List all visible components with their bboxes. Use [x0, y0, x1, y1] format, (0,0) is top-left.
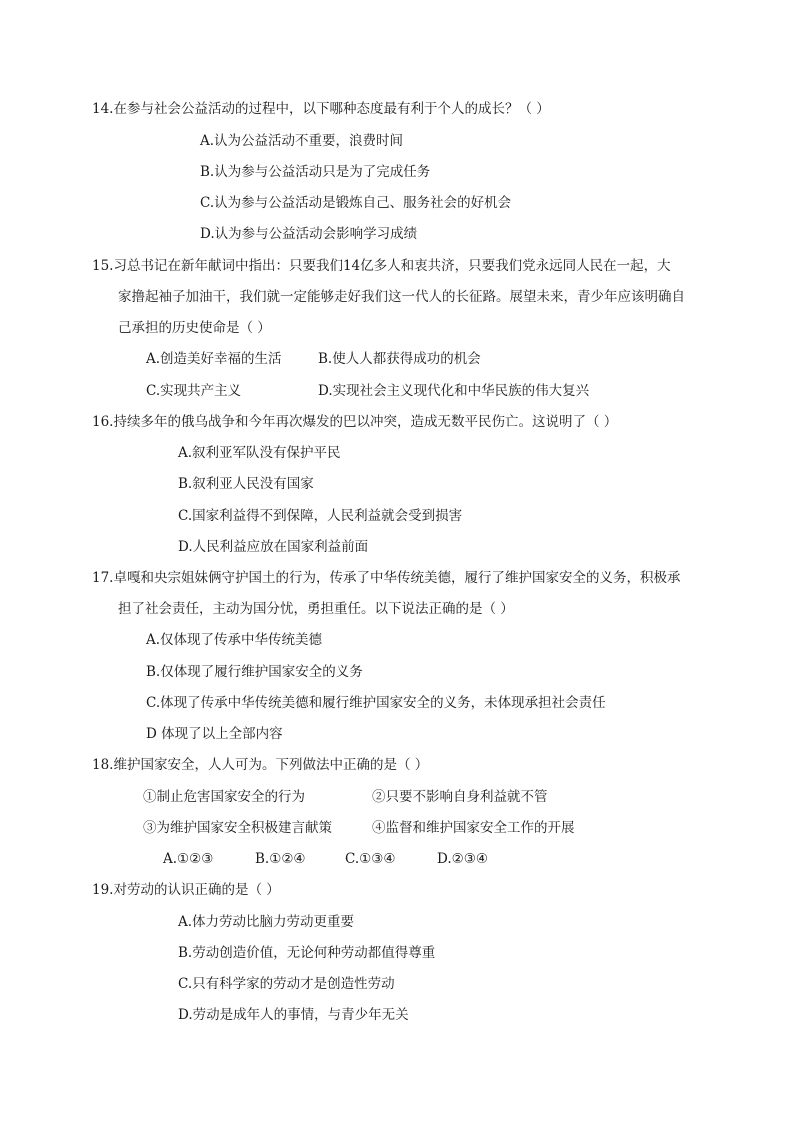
question-18-option-a: A.①②③: [163, 851, 214, 867]
question-17-stem-line-1: 17.卓嘎和央宗姐妹俩守护国土的行为，传承了中华传统美德，履行了维护国家安全的义务，积极承: [92, 570, 681, 586]
question-16-option-a: A.叙利亚军队没有保护平民: [178, 445, 341, 461]
question-15-option-d: D.实现社会主义现代化和中华民族的伟大复兴: [318, 383, 590, 399]
question-18-option-d: D.②③④: [437, 851, 488, 867]
question-18-option-b: B.①②④: [255, 851, 306, 867]
question-14-stem: 14.在参与社会公益活动的过程中，以下哪种态度最有利于个人的成长？（ ）: [92, 101, 550, 117]
question-14-option-b: B.认为参与公益活动只是为了完成任务: [200, 164, 431, 180]
question-18-option-c: C.①③④: [345, 851, 396, 867]
question-18-stem: 18.维护国家安全，人人可为。下列做法中正确的是（ ）: [92, 757, 429, 773]
question-15-stem-line-1: 15.习总书记在新年献词中指出：只要我们14亿多人和衷共济，只要我们党永远同人民在一起，大: [92, 258, 671, 274]
question-17-option-c: C.体现了传承中华传统美德和履行维护国家安全的义务，未体现承担社会责任: [146, 695, 606, 711]
question-19-option-d: D.劳动是成年人的事情，与青少年无关: [178, 1007, 409, 1023]
question-18-statement-2: ②只要不影响自身利益就不管: [372, 789, 548, 805]
question-14-option-d: D.认为参与公益活动会影响学习成绩: [200, 226, 418, 242]
question-17-option-a: A.仅体现了传承中华传统美德: [146, 632, 323, 648]
question-16-option-b: B.叙利亚人民没有国家: [178, 476, 314, 492]
question-16-option-c: C.国家利益得不到保障，人民利益就会受到损害: [178, 508, 463, 524]
question-16-stem: 16.持续多年的俄乌战争和今年再次爆发的巴以冲突，造成无数平民伤亡。这说明了（ ）: [92, 414, 618, 430]
question-18-statement-4: ④监督和维护国家安全工作的开展: [372, 820, 575, 836]
question-19-option-b: B.劳动创造价值，无论何种劳动都值得尊重: [178, 945, 436, 961]
question-19-option-a: A.体力劳动比脑力劳动更重要: [178, 914, 355, 930]
question-14-option-a: A.认为公益活动不重要，浪费时间: [200, 133, 404, 149]
question-16-option-d: D.人民利益应放在国家利益前面: [178, 539, 369, 555]
question-14-option-c: C.认为参与公益活动是锻炼自己、服务社会的好机会: [200, 195, 512, 211]
question-15-stem-line-2: 家撸起袖子加油干，我们就一定能够走好我们这一代人的长征路。展望未来，青少年应该明确自: [118, 289, 685, 305]
question-15-option-a: A.创造美好幸福的生活: [146, 351, 282, 367]
question-15-stem-line-3: 己承担的历史使命是（ ）: [118, 320, 271, 336]
question-15-option-b: B.使人人都获得成功的机会: [318, 351, 481, 367]
question-17-option-d: D 体现了以上全部内容: [146, 726, 283, 742]
question-18-statement-1: ①制止危害国家安全的行为: [143, 789, 305, 805]
question-17-option-b: B.仅体现了履行维护国家安全的义务: [146, 664, 363, 680]
question-15-option-c: C.实现共产主义: [146, 383, 242, 399]
question-19-option-c: C.只有科学家的劳动才是创造性劳动: [178, 976, 395, 992]
question-19-stem: 19.对劳动的认识正确的是（ ）: [92, 882, 280, 898]
question-18-statement-3: ③为维护国家安全积极建言献策: [143, 820, 332, 836]
question-17-stem-line-2: 担了社会责任，主动为国分忧，勇担重任。以下说法正确的是（ ）: [118, 601, 514, 617]
